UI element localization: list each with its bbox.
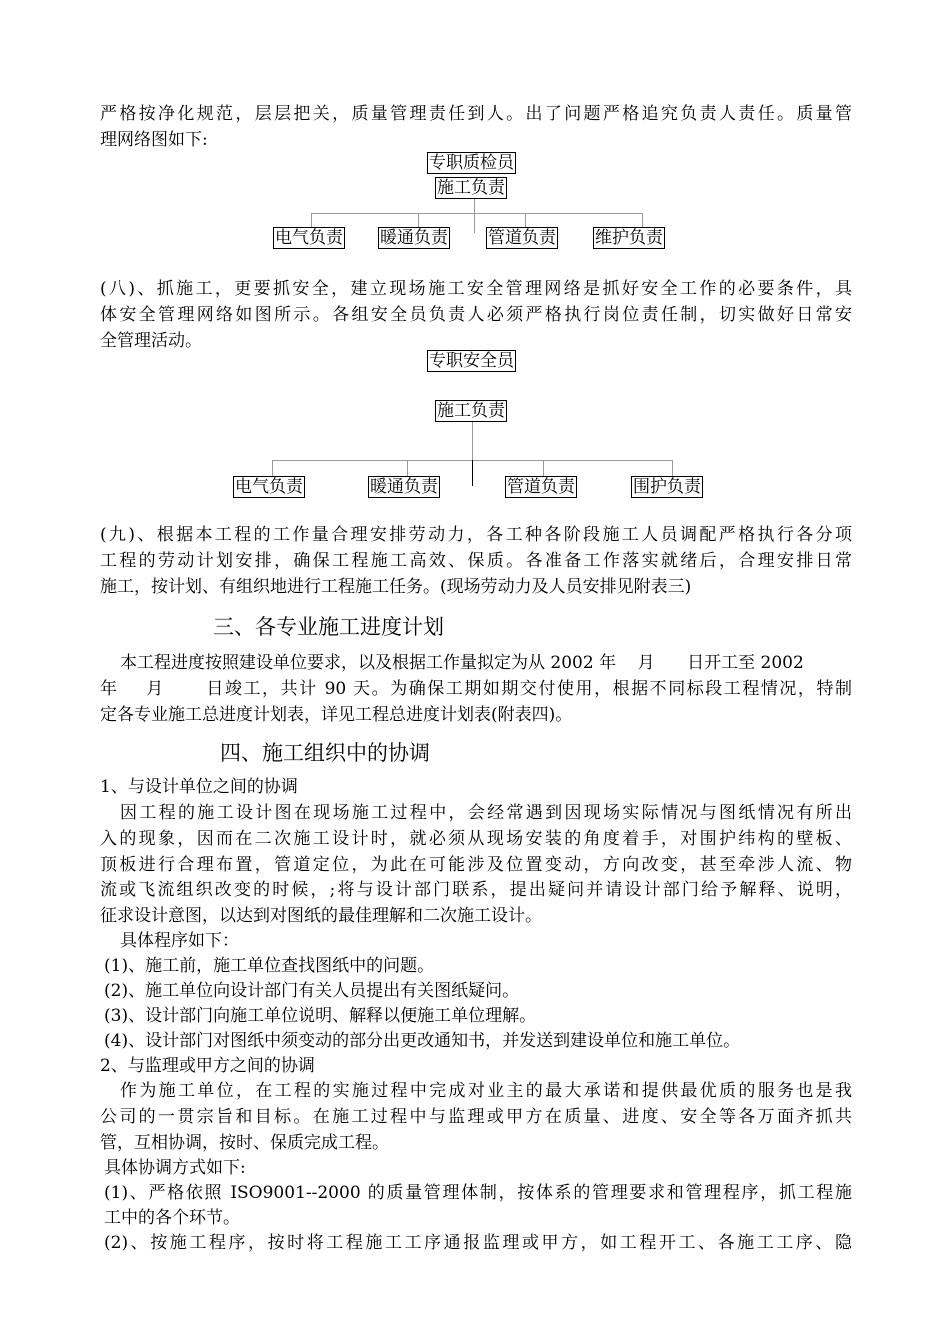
chart1-leaf-2: 暖通负责 bbox=[380, 228, 448, 248]
para4-line3: 定各专业施工总进度计划表，详见工程总进度计划表(附表四)。 bbox=[100, 705, 573, 725]
para3-line1: (九)、根据本工程的工作量合理安排劳动力，各工种各阶段施工人员调配严格执行各分项 bbox=[100, 525, 852, 545]
para5-line4: 流或飞流组织改变的时候，;将与设计部门联系，提出疑问并请设计部门给予解释、说明， bbox=[100, 880, 852, 900]
para1-line2: 理网络图如下: bbox=[100, 130, 208, 150]
para6-line3: 管，互相协调，按时、保质完成工程。 bbox=[100, 1133, 389, 1153]
para6-line1: 作为施工单位，在工程的实施过程中完成对业主的最大承诺和提供最优质的服务也是我 bbox=[120, 1081, 852, 1101]
section-heading-3: 三、各专业施工进度计划 bbox=[213, 615, 444, 639]
para4-line1-text: 本工程进度按照建设单位要求，以及根据工作量拟定为从 2002 年 月 日开工至 2002 bbox=[120, 653, 804, 673]
sec2-title: 2、与监理或甲方之间的协调 bbox=[100, 1056, 315, 1076]
procedure-title: 具体程序如下： bbox=[120, 931, 239, 951]
chart2-drop-2 bbox=[407, 460, 408, 476]
chart1-mid-box: 施工负责 bbox=[437, 178, 505, 198]
chart1-leaf-3: 管道负责 bbox=[488, 228, 556, 248]
chart2-leaf-4: 围护负责 bbox=[633, 477, 701, 497]
sec1-title: 1、与设计单位之间的协调 bbox=[100, 777, 298, 797]
chart2-drop-1 bbox=[272, 460, 273, 476]
para2-line1: (八)、抓施工，更要抓安全，建立现场施工安全管理网络是抓好安全工作的必要条件，具 bbox=[100, 279, 852, 299]
chart1-drop-2 bbox=[418, 213, 419, 227]
coord1-line2: 工中的各个环节。 bbox=[104, 1208, 240, 1228]
procedure-2: (2)、施工单位向设计部门有关人员提出有关图纸疑问。 bbox=[104, 981, 520, 1001]
para4-line1 bbox=[100, 650, 852, 676]
para5-line3: 顶板进行合理布置，管道定位，为此在可能涉及位置变动，方向改变，甚至牵涉人流、物 bbox=[100, 855, 852, 875]
procedure-4: (4)、设计部门对图纸中须变动的部分出更改通知书，并发送到建设单位和施工单位。 bbox=[104, 1031, 741, 1051]
para2-line3: 全管理活动。 bbox=[100, 331, 202, 351]
chart2-drop-4 bbox=[672, 460, 673, 476]
procedure-3: (3)、设计部门向施工单位说明、解释以便施工单位理解。 bbox=[104, 1006, 537, 1026]
chart1-branch-line bbox=[311, 213, 642, 214]
procedure-1: (1)、施工前，施工单位查找图纸中的问题。 bbox=[104, 956, 435, 976]
chart1-drop-1 bbox=[311, 213, 312, 227]
chart1-drop-3 bbox=[525, 213, 526, 227]
chart1-drop-4 bbox=[642, 213, 643, 227]
chart1-leaf-1: 电气负责 bbox=[275, 228, 343, 248]
coord1-line1: (1)、严格依照 ISO9001--2000 的质量管理体制，按体系的管理要求和管理程序，抓工程施 bbox=[104, 1183, 852, 1203]
chart2-drop-3 bbox=[543, 460, 544, 476]
para6-line2: 公司的一贯宗旨和目标。在施工过程中与监理或甲方在质量、进度、安全等各万面齐抓共 bbox=[100, 1107, 852, 1127]
chart1-drop-center bbox=[474, 213, 475, 233]
chart2-leaf-3: 管道负责 bbox=[507, 477, 575, 497]
chart1-leaf-4: 维护负责 bbox=[595, 228, 663, 248]
para5-line1: 因工程的施工设计图在现场施工过程中，会经常遇到因现场实际情况与图纸情况有所出 bbox=[120, 803, 852, 823]
chart2-top-box: 专职安全员 bbox=[429, 351, 514, 371]
coord-title: 具体协调方式如下: bbox=[104, 1158, 246, 1178]
para2-line2: 体安全管理网络如图所示。各组安全员负责人必须严格执行岗位责任制，切实做好日常安 bbox=[100, 305, 852, 325]
chart2-leaf-2: 暖通负责 bbox=[370, 477, 438, 497]
chart2-leaf-1: 电气负责 bbox=[235, 477, 303, 497]
para5-line2: 入的现象，因而在二次施工设计时，就必须从现场安装的角度着手，对围护纬构的壁板、 bbox=[100, 829, 852, 849]
para3-line3: 施工，按计划、有组织地进行工程施工任务。(现场劳动力及人员安排见附表三) bbox=[100, 577, 692, 597]
chart1-top-box: 专职质检员 bbox=[429, 153, 514, 173]
para4-line2: 年 月 日竣工，共计 90 天。为确保工期如期交付使用，根据不同标段工程情况，特制 bbox=[100, 679, 852, 699]
para5-line5: 征求设计意图，以达到对图纸的最佳理解和二次施工设计。 bbox=[100, 906, 542, 926]
para1-line1: 严格按净化规范，层层把关，质量管理责任到人。出了问题严格追究负责人责任。质量管 bbox=[100, 104, 852, 124]
chart2-mid-box: 施工负责 bbox=[437, 401, 505, 421]
coord2-line1: (2)、按施工程序，按时将工程施工工序通报监理或甲方，如工程开工、各施工工序、隐 bbox=[104, 1233, 852, 1253]
chart2-stem bbox=[472, 422, 473, 460]
chart1-stem bbox=[474, 199, 475, 213]
para3-line2: 工程的劳动计划安排，确保工程施工高效、保质。各准备工作落实就绪后，合理安排日常 bbox=[100, 551, 852, 571]
chart2-drop-center bbox=[472, 460, 473, 486]
section-heading-4: 四、施工组织中的协调 bbox=[220, 741, 430, 765]
